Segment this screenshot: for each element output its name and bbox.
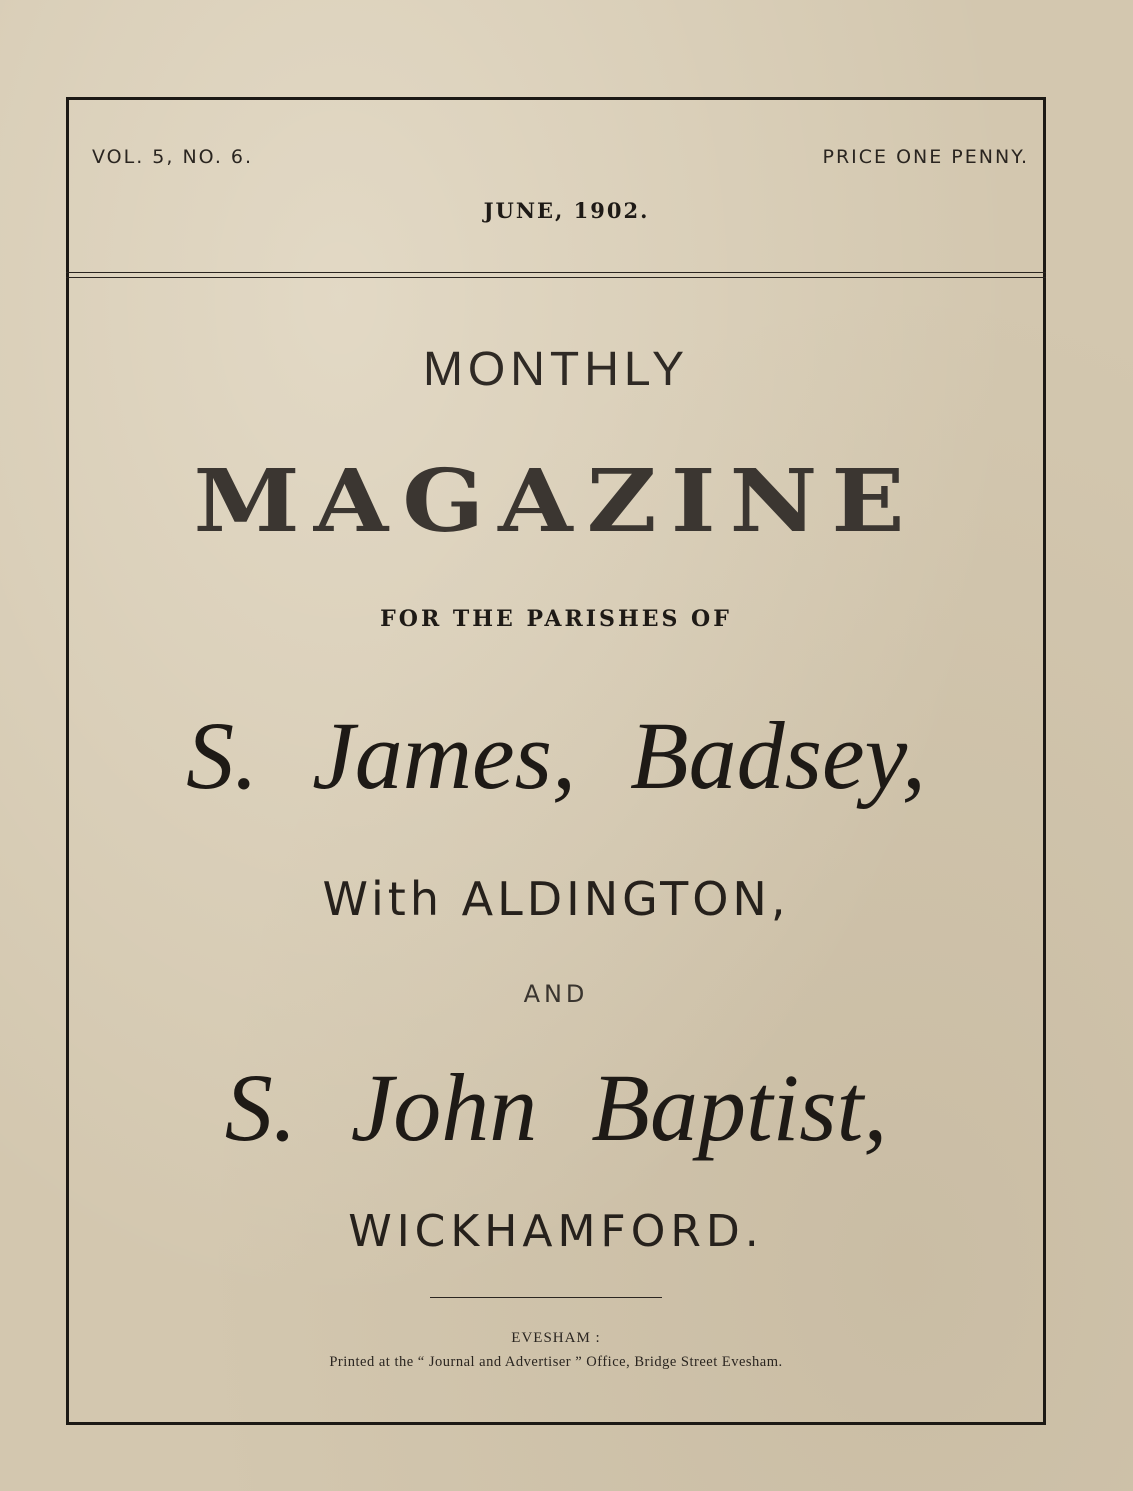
with-aldington: With ALDINGTON, [322, 872, 790, 926]
volume-number: VOL. 5, NO. 6. [92, 146, 254, 168]
imprint-printer: Printed at the “ Journal and Advertiser ” Office, Bridge Street Evesham. [329, 1354, 783, 1370]
place-wickhamford: WICKHAMFORD. [348, 1206, 764, 1257]
imprint-town: EVESHAM : [511, 1330, 601, 1346]
parish-s-john-baptist: S. John Baptist, [224, 1054, 888, 1161]
imprint-divider [430, 1297, 662, 1298]
price-label: PRICE ONE PENNY. [822, 146, 1029, 168]
parish-s-james-badsey: S. James, Badsey, [186, 702, 926, 809]
issue-date: JUNE, 1902. [483, 198, 650, 223]
and-connector: AND [523, 980, 589, 1008]
subtitle-parishes: FOR THE PARISHES OF [380, 606, 732, 632]
title-monthly: MONTHLY [422, 343, 690, 396]
header-double-rule [66, 272, 1046, 278]
title-magazine: MAGAZINE [193, 450, 919, 552]
